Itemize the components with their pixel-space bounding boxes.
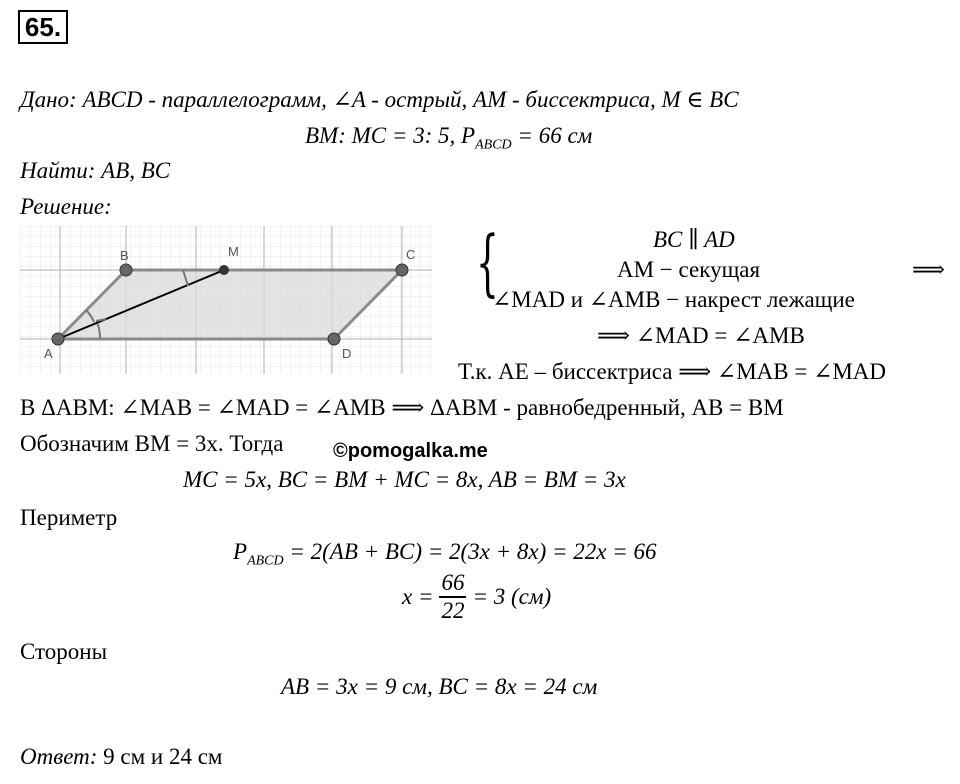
given-text: : ABCD - параллелограмм, ∠A - острый, AM - биссектриса, M ∈ BC [69,87,739,112]
given-perimeter-value: = 66 см [511,123,593,148]
solution-colon: : [104,194,112,219]
sides-line: AB = 3x = 9 см, BC = 8x = 24 см [281,674,598,699]
answer-text: 9 см и 24 см [97,744,223,769]
perimeter-label: Периметр [20,505,118,530]
sides-label: Стороны [20,639,108,664]
mc-line: MC = 5x, BC = BM + MC = 8x, AB = BM = 3x [183,467,626,492]
x-equation [402,570,551,624]
system-implies: ⟹ [912,257,945,282]
x-denominator: 22 [441,598,465,623]
given-perimeter-sub: ABCD [475,137,512,153]
problem-number: 65. [18,10,68,44]
label-c: C [406,247,416,262]
find-label: Найти [20,158,88,183]
answer-label: Ответ: [20,744,98,769]
answer-line [20,743,222,771]
label-b: B [120,248,129,263]
label-m: M [228,244,239,259]
point-m [219,265,229,275]
perimeter-p: P [233,539,248,564]
given-ratio: BM: MC = 3: 5, P [305,123,476,148]
x-numerator: 66 [439,570,466,598]
given-line [20,86,739,114]
triangle-line: В ΔABM: ∠MAB = ∠MAD = ∠AMB ⟹ ΔABM - равнобедренный, AB = BM [20,395,784,420]
system-brace: { [476,220,499,304]
system-line-2: AM − секущая [617,257,761,282]
solution-label-text: Решение [20,194,105,219]
parallelogram-figure [20,226,432,374]
find-line [20,157,170,185]
watermark: ©pomogalka.me [333,440,488,462]
point-d [328,333,340,345]
system-line-3: ∠MAD и ∠AMB − накрест лежащие [492,287,855,312]
label-a: A [44,346,53,361]
perimeter-sub: ABCD [247,553,284,569]
point-c [396,264,408,276]
system-result: ⟹ ∠MAD = ∠AMB [597,323,805,348]
given-ratio-perimeter [305,122,592,160]
given-label: Дано [20,87,70,112]
label-d: D [342,346,352,361]
point-b [120,264,132,276]
bisector-note: Т.к. AE – биссектриса ⟹ ∠MAB = ∠MAD [458,359,887,384]
solution-label [20,193,112,221]
system-line-1: BC ∥ AD [653,227,735,252]
x-rhs: = 3 (см) [472,584,552,609]
x-fraction [439,570,466,624]
x-lhs: x = [402,584,434,609]
find-text: : AB, BC [87,158,171,183]
perimeter-rest: = 2(AB + BC) = 2(3x + 8x) = 22x = 66 [283,539,657,564]
point-a [52,333,64,345]
denote-line: Обозначим BM = 3x. Тогда [20,431,284,456]
